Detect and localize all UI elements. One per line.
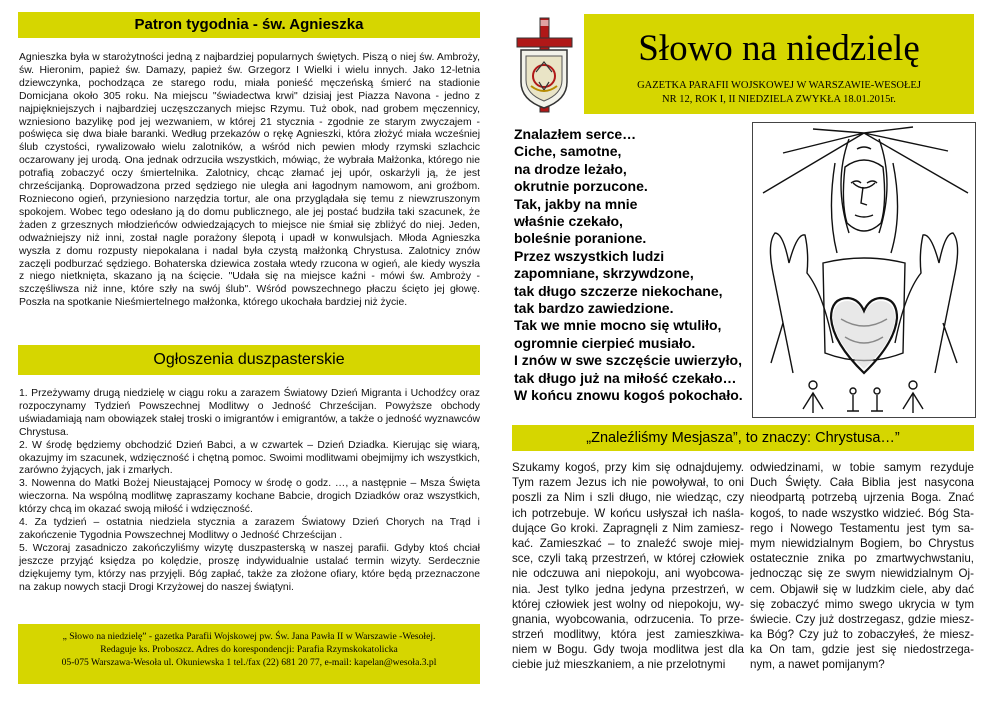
announcement-item: 5. Wczoraj zasadniczo zakończyliśmy wizytę duszpasterską w naszej parafii. Gdyby ktoś chciał jeszcze przyjąć księdza po kolędzie, proszę indywidualnie ustalać termin wizyty. Serdecznie dziękujemy tym, którzy nas przyjęli. Bóg zapłać, także za złożone ofiary, które będą przeznaczone na zakup nowych stacji Drogi Krzyżowej do naszej świątyni. [19,542,480,593]
issue-info: NR 12, ROK I, II NIEDZIELA ZWYKŁA 18.01.2015r. [662,94,896,105]
poem-line: boleśnie poranione. [514,230,647,247]
patron-text: Agnieszka była w starożytności jedną z najbardziej popularnych świętych. Piszą o niej św. Ambroży, św. Hieronim, papież św. Damazy, papież św. Grzegorz I Wielki i wielu innych. Jako 12-letnia dziewczynka, pochodząca ze starego rodu, miała ponieść męczeńską śmierć na stadionie Domicjana około 305 roku. Na miejscu "świadectwa krwi" dzisiaj jest Piazza Navona - jedno z najpiękniejszych i najbardziej uczęszczanych miejsc Rzymu. Tuż obok, nad grobem męczennicy, wzniesiono bazylikę pod jej wezwaniem, w której 21 stycznia - zgodnie ze starym zwyczajem - poświęca się dwa białe baranki. Według przekazów o rękę Agnieszki, która złożyć miała wcześniej ślub czystości, rywalizowało wielu zalotników, a wśród nich pewien młody rzymski szlachcic oczarowany jej urodą. Ona jednak odrzuciła wszystkich, mówiąc, że wybrała Małżonka, którego nie potrafią zobaczyć oczy śmiertelnika. Zalotnicy, chcąc złamać jej upór, oskarżyli ją, że jest chrześcijanką. Doprowadzona przed sędziego nie uległa ani łagodnym namowom, ani groźbom. Rozniecono ogień, przyniesiono narzędzia tortur, ale ona przyglądała się temu z niewzruszonym spokojem. Wobec tego odesłano ją do domu publicznego, ale jej postać budziła taki szacunek, że żaden z grzesznych młodzieńców odwiedzających to miejsce nie śmiał się zbliżyć do niej. Jeden, odważniejszy niż inni, został nagle porażony ślepotą i upadł w konwulsjach. Młoda Agnieszka wyszła z domu rozpusty niepokalana i nadal była czystą małżonką Chrystusa. Zalotnicy znów zaczęli podburzać sędziego. Bohaterska dziewica została wtedy rzucona w ogień, ale kiedy wyszła z niego nietknięta, skazano ją na ścięcie. "Udała się na miejsce kaźni - mówi św. Ambroży - szczęśliwsza niż inne, które szły na swój ślub". Wśród powszechnego płaczu ścięto jej głowę. Poszła na spotkanie Nieśmiertelnego małżonka, którego ukochała bardziej niż życie. [19,52,480,309]
messiah-line: nieodpartą potrzebą ujrzenia Boga. Znać [750,491,974,505]
jesus-heart-illustration-icon [752,122,976,418]
messiah-line: ich potrzebuje. W końcu usłyszał ich naśla- [512,506,744,520]
messiah-heading: „Znaleźliśmy Mesjasza”, to znaczy: Chrystusa…” [586,430,900,446]
messiah-line: której człowiek jest wolny od niepokoju, wy- [512,597,744,611]
messiah-line: Duch Święty. Cała Biblia jest nasycona [750,476,974,490]
messiah-line: poszli za Nim i szli długo, nie wiedząc, czy [512,491,744,505]
poem-line: tak długo już na miłość czekało… [514,369,737,386]
announcements-heading-bar [18,345,480,375]
footer-line: Redaguje ks. Proboszcz. Adres do korespondencji: Parafia Rzymskokatolicka [100,644,398,655]
messiah-line: odwiedzinami, w tobie samym rezyduje [750,461,974,474]
messiah-line: rego i Nowego Testamentu jest tym sa- [750,521,974,535]
messiah-line: niem w Bogu. Gdy twoja modlitwa jest dla [512,643,744,657]
poem-line: Tak we mnie mocno się wtuliło, [514,317,722,334]
patron-heading: Patron tygodnia - św. Agnieszka [134,16,364,33]
messiah-line: kogoś, to nade wszystko widzieć. Bóg Sta- [750,506,974,520]
announcements-heading: Ogłoszenia duszpasterskie [153,351,345,368]
messiah-line: mym niewidzialnym Bogiem, bo Chrystus [750,536,974,550]
messiah-line: cem. Objawił się w ludzkim ciele, aby dać [750,582,974,596]
poem-line: W końcu znowu kogoś pokochało. [514,387,743,404]
messiah-line: kać. Zamieszkać – to znaleźć swoje miej- [512,536,744,550]
footer-box [18,624,480,684]
poem-line: I znów w swe szczęście uwierzyło, [514,352,742,369]
messiah-column-2 [750,460,974,673]
newsletter-subtitle: GAZETKA PARAFII WOJSKOWEJ W WARSZAWIE-WESOŁEJ [637,80,921,91]
announcements-list [19,388,480,595]
messiah-line: się zobaczyć mimo swego ukrycia w tym [750,597,974,611]
messiah-line: sce, czyli taką przestrzeń, w której człowiek [512,552,744,566]
messiah-line: ostatecznie znika po zmartwychwstaniu, [750,552,974,566]
messiah-line: ciebie już mieszkaniem, a nie przelotnymi [512,658,726,672]
poem-line: właśnie czekało, [514,213,623,230]
messiah-column-1 [512,460,744,673]
poem-line: na drodze leżało, [514,160,627,177]
footer-line: „ Słowo na niedzielę” - gazetka Parafii Wojskowej pw. Św. Jana Pawła II w Warszawie -Wesołej. [62,631,436,642]
poem-line: ogromnie cierpieć musiało. [514,334,696,351]
messiah-line: nie odczuwa ani niepokoju, ani wyobcowa- [512,567,744,581]
messiah-line: dujące Go kroki. Zapragnęli z Nim zamiesz- [512,521,744,535]
parish-emblem-icon [513,16,575,114]
poem-line: Przez wszystkich ludzi [514,247,665,264]
title-bar [584,14,974,114]
messiah-line: Tym razem Jezus ich nie powoływał, to oni [512,476,744,490]
messiah-line: Szukamy kogoś, przy kim się odnajdujemy. [512,461,744,474]
poem-line: zapomniane, skrzywdzone, [514,265,694,282]
poem-line: tak długo szczerze niekochane, [514,282,723,299]
messiah-heading-bar [512,425,974,451]
poem-line: Ciche, samotne, [514,143,622,160]
poem-line: Znalazłem serce… [514,126,637,142]
messiah-line: jednocząc się ze swym niewidzialnym Oj- [750,567,974,581]
announcement-item: 1. Przeżywamy drugą niedzielę w ciągu roku a zarazem Światowy Dzień Migranta i Uchodźcy oraz rozpoczynamy Tydzień Powszechnej Modlitwy o Jedność Chrześcijan. Powyższe obchody uświadamiają nam obowiązek stałej troski o imigrantów i emigrantów, a także o jedność wyznawców Chrystusa. [19,388,480,438]
announcement-item: 2. W środę będziemy obchodzić Dzień Babci, a w czwartek – Dzień Dziadka. Kierując się wiarą, okazujmy im szacunek, wdzięczność i chętną pomoc. Swoimi modlitwami obejmijmy ich wszystkich, zarówno żyjących, jak i zmarłych. [19,439,480,477]
poem-line: tak bardzo zawiedzione. [514,300,674,317]
poem [514,126,762,405]
announcement-item: 4. Za tydzień – ostatnia niedziela stycznia a zarazem Światowy Dzień Chorych na Trąd i zakończenie Tygodnia Powszechnej Modlitwy o Jedność Chrześcijan . [19,517,480,541]
poem-line: Tak, jakby na mnie [514,195,638,212]
newsletter-title: Słowo na niedzielę [638,28,920,69]
patron-heading-bar [18,12,480,38]
messiah-line: ka On tam, gdzie jest się niedostrzega- [750,643,974,657]
messiah-line: gnania, wyobcowania, odrzucenia. To prze- [512,612,744,626]
messiah-line: świecie. Czy już dostrzegasz, gdzie miesz- [750,612,974,626]
footer-line: 05-075 Warszawa-Wesoła ul. Okuniewska 1 tel./fax (22) 681 20 77, e-mail: kapelan@wesoła.3.pl [61,657,437,668]
messiah-line: nia. Jest tylko jedna jedyna przestrzeń, w [512,582,744,596]
messiah-line: ka Bóg? Czy już to zobaczyłeś, że miesz- [750,628,974,642]
messiah-line: strzeń modlitwy, która jest zamieszkiwa- [512,628,744,642]
poem-line: okrutnie porzucone. [514,178,648,195]
messiah-line: nym, a nawet pomijanym? [750,658,885,672]
announcement-item: 3. Nowenna do Matki Bożej Nieustającej Pomocy w środę o godz. …, a następnie – Msza Święta wieczorna. Na wspólną modlitwę zapraszamy kochane Babcie, drogich Dziadków oraz wszystkich, którzy chcą im okazać swoją miłość i wdzięczność. [19,478,480,516]
